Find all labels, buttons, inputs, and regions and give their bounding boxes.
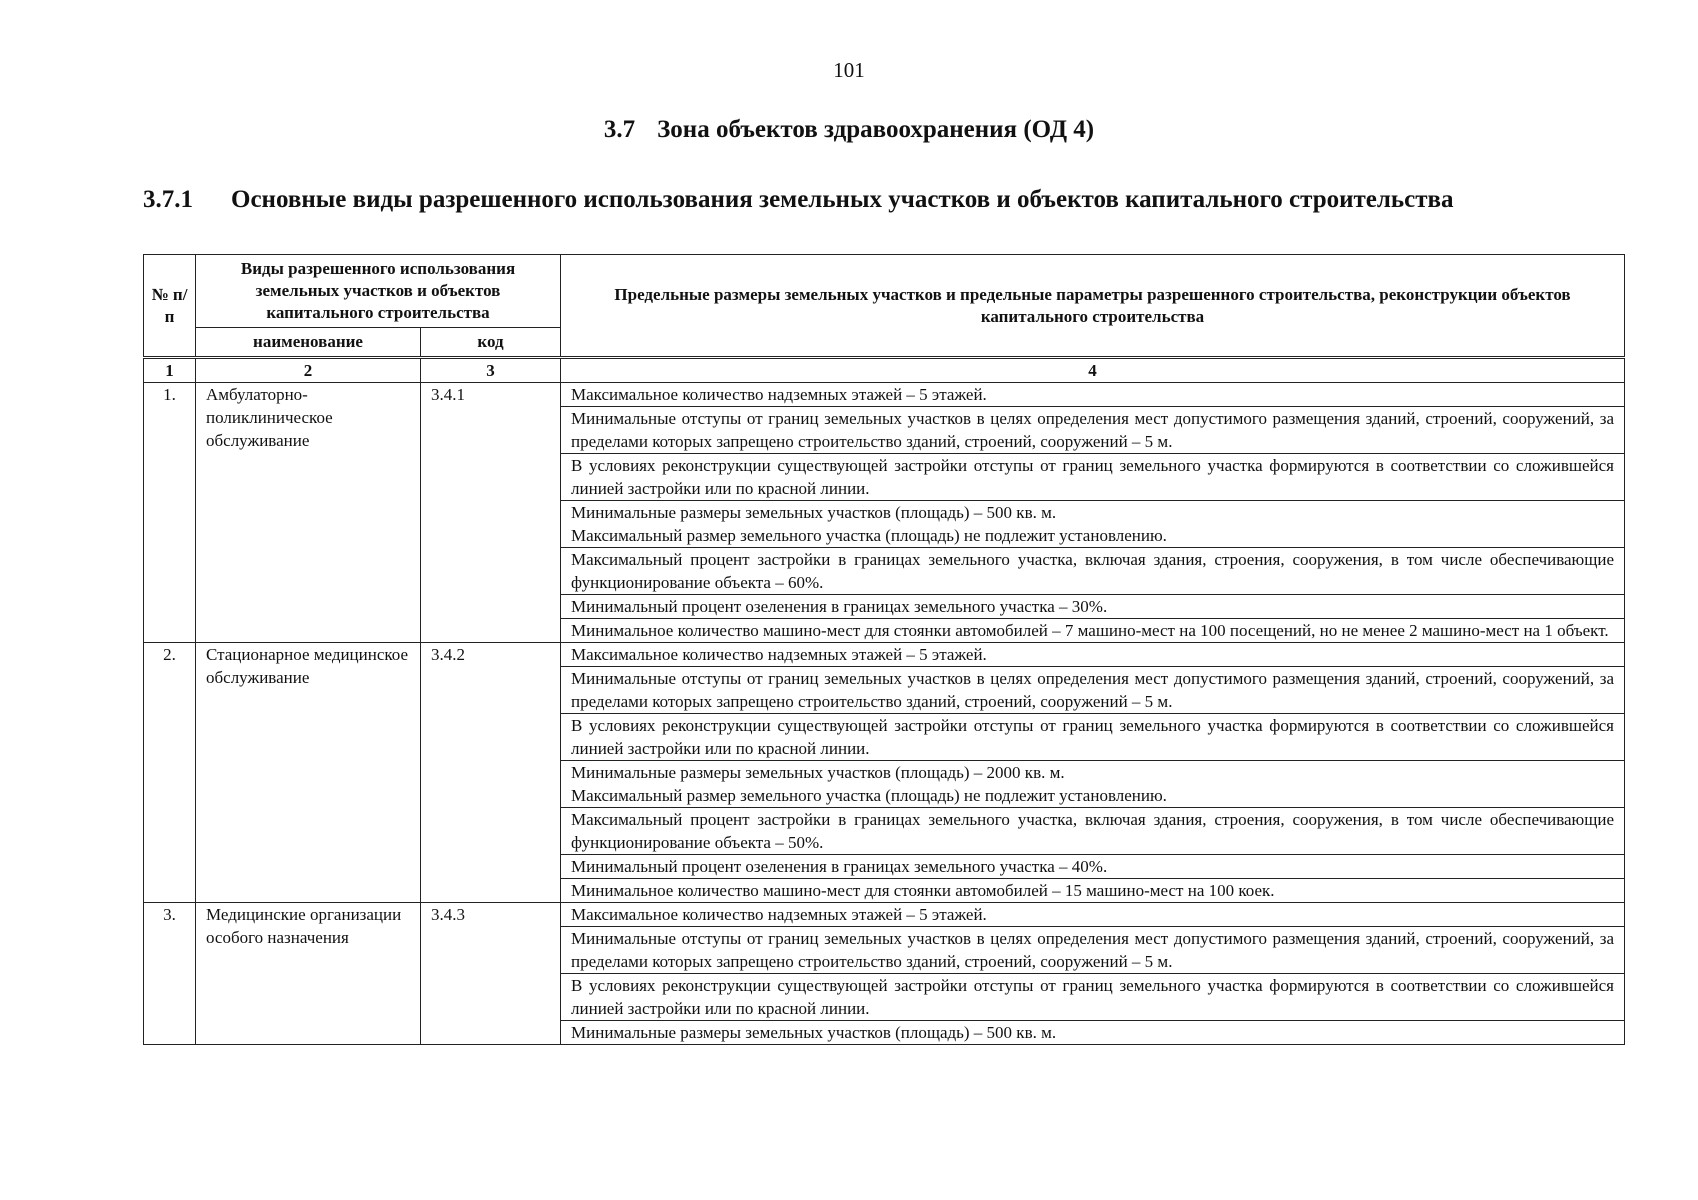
parameter-cell: Максимальный процент застройки в границах земельного участка, включая здания, строения, сооружения, в том числе обеспечивающие функционирование объекта – 50%. — [561, 808, 1625, 855]
row-number: 3. — [144, 903, 196, 1045]
column-number: 1 — [144, 358, 196, 383]
row-number: 1. — [144, 383, 196, 643]
column-number: 3 — [421, 358, 561, 383]
section-heading: Зона объектов здравоохранения (ОД 4) — [657, 116, 1095, 143]
parameter-cell: Максимальное количество надземных этажей – 5 этажей. — [561, 383, 1625, 407]
table-row — [144, 903, 1625, 927]
header-code: код — [421, 328, 561, 358]
column-number: 2 — [196, 358, 421, 383]
parameter-cell: В условиях реконструкции существующей застройки отступы от границ земельного участка формируются в соответствии со сложившейся линией застройки или по красной линии. — [561, 454, 1625, 501]
parameter-cell: Минимальный процент озеленения в границах земельного участка – 30%. — [561, 595, 1625, 619]
header-num: № п/п — [144, 255, 196, 358]
table-row — [144, 383, 1625, 407]
parameter-cell: Минимальные размеры земельных участков (площадь) – 500 кв. м. Максимальный размер земельного участка (площадь) не подлежит установлению. — [561, 501, 1625, 548]
subsection-number: 3.7.1 — [143, 186, 193, 213]
parameter-cell: Минимальные отступы от границ земельных участков в целях определения мест допустимого размещения зданий, строений, сооружений, за пределами которых запрещено строительство зданий, строений, сооружений – 5 м. — [561, 407, 1625, 454]
use-type-name: Стационарное медицинское обслуживание — [196, 643, 421, 903]
parameter-cell: Максимальное количество надземных этажей – 5 этажей. — [561, 903, 1625, 927]
header-types: Виды разрешенного использования земельных участков и объектов капитального строительства — [196, 255, 561, 328]
page-number: 101 — [833, 58, 865, 82]
regulations-table — [143, 254, 1625, 1045]
table-row — [144, 643, 1625, 667]
use-type-code: 3.4.2 — [421, 643, 561, 903]
parameter-cell: Максимальное количество надземных этажей – 5 этажей. — [561, 643, 1625, 667]
use-type-code: 3.4.1 — [421, 383, 561, 643]
column-numbers-row — [144, 358, 1625, 383]
subsection-title — [143, 186, 1454, 214]
parameter-cell: Минимальное количество машино-мест для стоянки автомобилей – 7 машино-мест на 100 посещений, но не менее 2 машино-мест на 1 объект. — [561, 619, 1625, 643]
parameter-cell: Минимальное количество машино-мест для стоянки автомобилей – 15 машино-мест на 100 коек. — [561, 879, 1625, 903]
parameter-cell: Минимальные размеры земельных участков (площадь) – 500 кв. м. — [561, 1021, 1625, 1045]
parameter-cell: В условиях реконструкции существующей застройки отступы от границ земельного участка формируются в соответствии со сложившейся линией застройки или по красной линии. — [561, 974, 1625, 1021]
parameter-cell: Минимальные размеры земельных участков (площадь) – 2000 кв. м. Максимальный размер земельного участка (площадь) не подлежит установлению. — [561, 761, 1625, 808]
parameter-cell: Минимальные отступы от границ земельных участков в целях определения мест допустимого размещения зданий, строений, сооружений, за пределами которых запрещено строительство зданий, строений, сооружений – 5 м. — [561, 927, 1625, 974]
header-params: Предельные размеры земельных участков и предельные параметры разрешенного строительства, реконструкции объектов капитального строительства — [561, 255, 1625, 358]
section-title — [0, 116, 1698, 144]
use-type-name: Медицинские организации особого назначения — [196, 903, 421, 1045]
use-type-code: 3.4.3 — [421, 903, 561, 1045]
column-number: 4 — [561, 358, 1625, 383]
parameter-cell: Минимальный процент озеленения в границах земельного участка – 40%. — [561, 855, 1625, 879]
parameter-cell: В условиях реконструкции существующей застройки отступы от границ земельного участка формируются в соответствии со сложившейся линией застройки или по красной линии. — [561, 714, 1625, 761]
use-type-name: Амбулаторно-поликлиническое обслуживание — [196, 383, 421, 643]
subsection-heading: Основные виды разрешенного использования земельных участков и объектов капитального строительства — [231, 186, 1454, 213]
row-number: 2. — [144, 643, 196, 903]
parameter-cell: Максимальный процент застройки в границах земельного участка, включая здания, строения, сооружения, в том числе обеспечивающие функционирование объекта – 60%. — [561, 548, 1625, 595]
header-name: наименование — [196, 328, 421, 358]
table-body — [144, 358, 1625, 1045]
section-number: 3.7 — [603, 116, 636, 143]
parameter-cell: Минимальные отступы от границ земельных участков в целях определения мест допустимого размещения зданий, строений, сооружений, за пределами которых запрещено строительство зданий, строений, сооружений – 5 м. — [561, 667, 1625, 714]
